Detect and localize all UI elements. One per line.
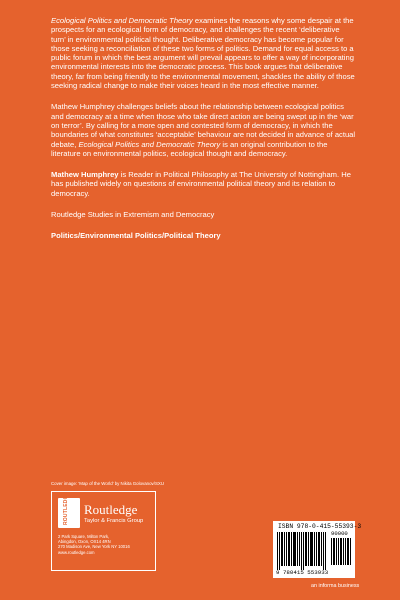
author-bio-text: is Reader in Political Philosophy at The University of Nottingham. He has published widely on questions of environmental political theory and its relation to democracy. (51, 170, 351, 198)
ean-digits: 9 780415 553933 (276, 569, 329, 576)
address-line: 270 Madison Ave, New York NY 10016 (58, 544, 130, 550)
blurb-paragraph-1 (51, 16, 356, 90)
isbn-number: ISBN 978-0-415-55393-3 (278, 523, 362, 530)
series-name: Routledge Studies in Extremism and Democracy (51, 210, 215, 220)
publisher-group: Taylor & Francis Group (84, 518, 144, 524)
logo-tile-text: ROUTLEDGE (63, 491, 69, 525)
address-line: 2 Park Square, Milton Park, (58, 534, 110, 539)
book-title: Ecological Politics and Democratic Theory (51, 16, 193, 25)
author-bio (51, 170, 356, 198)
ean-barcode-icon (277, 532, 327, 570)
publisher-website: www.routledge.com (58, 549, 95, 555)
cover-image-credit: Cover image: ‘Map of the World’ by Nikita Golovanov/SXU (51, 481, 164, 486)
price-barcode-icon (331, 538, 351, 565)
publisher-address (58, 534, 130, 555)
back-cover-blurb (51, 16, 356, 253)
publisher-name: Routledge (84, 502, 138, 517)
blurb-paragraph-2-text-a: Mathew Humphrey challenges beliefs about the relationship between ecological politics and democracy at a time when those who take direct action are being swept up in the ‘war on terror’. By calling for a more open and contested form of democracy, in which the boundaries of what constitutes ‘acceptable’ behaviour are not decided in advance of actual debate, (51, 102, 356, 149)
blurb-paragraph-2-text-b: is an original contribution to the literature on environmental politics, ecological thought and democracy. (51, 139, 328, 158)
publisher-block (51, 491, 156, 571)
blurb-paragraph-2 (51, 102, 356, 158)
price-code: 90000 (331, 530, 348, 537)
routledge-logo (58, 491, 151, 530)
informa-tagline: an informa business (311, 583, 360, 589)
routledge-logo-tile-icon (58, 491, 80, 528)
address-line: Abingdon, Oxon, OX14 4RN (58, 539, 111, 545)
blurb-paragraph-1-text: examines the reasons why some despair at the prospects for an ecological form of democracy, and challenges the recent ‘deliberative turn’ in environmental political thought. Deliberative democracy has become popular for those seeking a reconciliation of these two forms of politics. Demand for equal access to a public forum in which the best argument will prevail appears to offer a way of incorporating environmental interests into the democratic process. This book argues that deliberative theory, far from being friendly to the environmental movement, shackles the ability of those seeking radical change to make their voices heard in the most effective manner. (51, 16, 355, 91)
subject-categories: Politics/Environmental Politics/Political Theory (51, 231, 221, 241)
isbn-barcode (273, 521, 362, 578)
book-title-inline: Ecological Politics and Democratic Theory (78, 139, 221, 149)
author-name: Mathew Humphrey (51, 170, 119, 180)
